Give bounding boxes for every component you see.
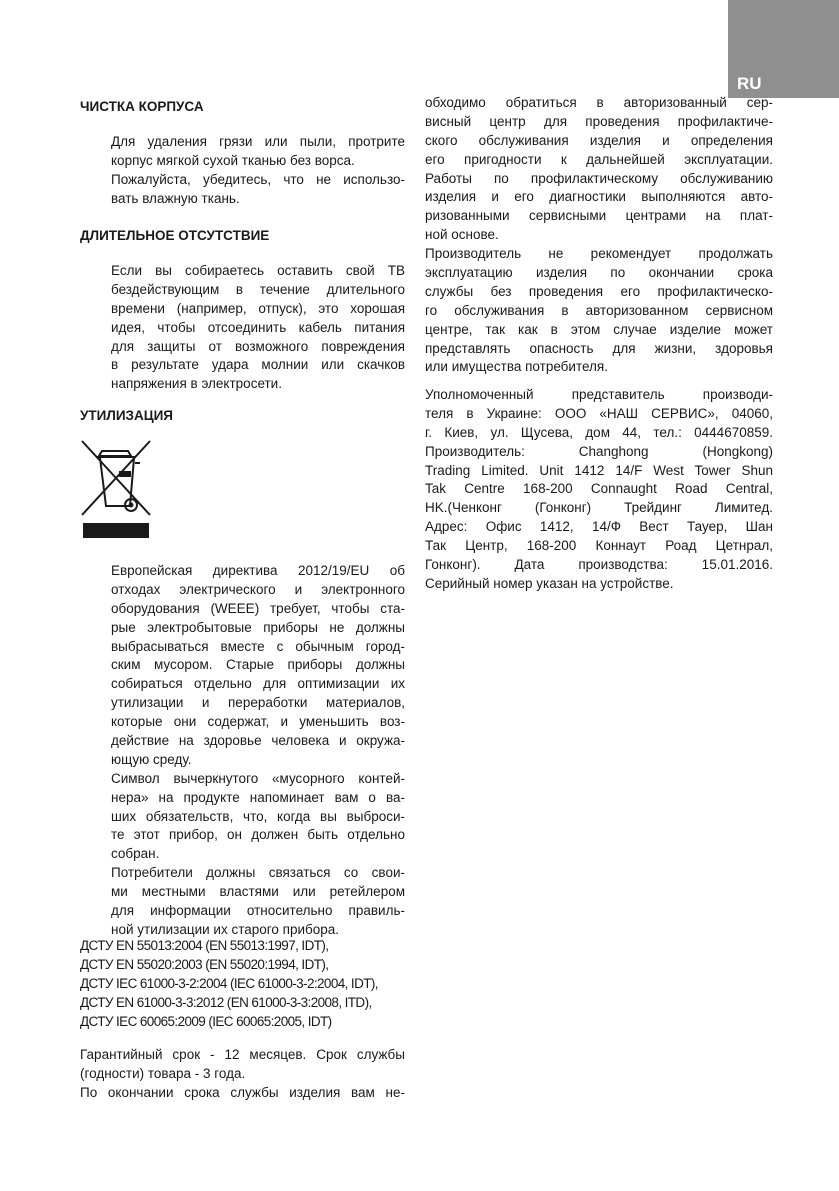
text-line: Адрес: Офис 1412, 14/Ф Вест Тауер, Шан <box>425 519 773 535</box>
text-line: напряжения в электросети. <box>111 376 282 392</box>
service-text <box>425 94 773 377</box>
text-line: ДСТУ EN 55020:2003 (EN 55020:1994, IDT), <box>80 956 329 972</box>
text-line: центре, так как в этом случае изделие может <box>425 321 773 337</box>
text-line: Производитель не рекомендует продолжать <box>425 246 773 262</box>
text-line: Серийный номер указан на устройстве. <box>425 575 674 591</box>
text-line: Производитель: Changhong (Hongkong) <box>425 443 773 459</box>
text-line: вать влажную ткань. <box>111 190 240 206</box>
warranty-text <box>80 1046 405 1103</box>
text-line: его пригодности к дальнейшей эксплуатации. <box>425 151 773 167</box>
text-line: отходах электрического и электронного <box>111 581 405 597</box>
text-line: По окончании срока службы изделия вам не- <box>80 1084 405 1100</box>
standards-list <box>80 937 410 1031</box>
text-line: оборудования (WEEE) требует, чтобы ста- <box>111 600 405 616</box>
text-line: для защиты от возможного повреждения <box>111 338 405 354</box>
text-line: (годности) товара - 3 года. <box>80 1065 246 1081</box>
text-line: г. Киев, ул. Щусева, дом 44, тел.: 0444670859. <box>425 424 773 440</box>
text-line: Гарантийный срок - 12 месяцев. Срок службы <box>80 1047 405 1062</box>
text-line: теля в Украине: ООО «НАШ СЕРВИС», 04060, <box>425 405 773 421</box>
text-line: которые они содержат, и уменьшить воз- <box>111 714 405 730</box>
text-line: представлять опасность для жизни, здоровья <box>425 340 773 356</box>
text-line: Европейская директива 2012/19/EU об <box>111 563 405 578</box>
text-line: изделия и его диагностики выполняются авто- <box>425 189 773 205</box>
text-line: бездействующим в течение длительного <box>111 281 405 297</box>
text-line: Работы по профилактическому обслуживанию <box>425 170 773 186</box>
heading-cleaning: ЧИСТКА КОРПУСА <box>80 99 204 114</box>
weee-crossed-bin-icon <box>80 438 152 538</box>
text-line: службы без проведения его профилактическо- <box>425 283 773 299</box>
text-line: Если вы собираетесь оставить свой ТВ <box>111 263 405 278</box>
absence-text <box>111 262 405 394</box>
text-line: Для удаления грязи или пыли, протрите <box>111 134 405 149</box>
text-line: Потребители должны связаться со свои- <box>111 865 405 881</box>
text-line: идея, чтобы отсоединить кабель питания <box>111 319 405 335</box>
heading-disposal: УТИЛИЗАЦИЯ <box>80 408 173 423</box>
text-line: ной основе. <box>425 227 499 243</box>
text-line: ризованными сервисными центрами на плат- <box>425 208 773 224</box>
text-line: Пожалуйста, убедитесь, что не использо- <box>111 171 405 187</box>
heading-absence: ДЛИТЕЛЬНОЕ ОТСУТСТВИЕ <box>80 228 270 243</box>
text-line: ми местными властями или ретейлером <box>111 884 405 900</box>
text-line: ского обслуживания изделия и определения <box>425 132 773 148</box>
text-line: го обслуживания в авторизованном сервисном <box>425 302 773 318</box>
text-line: времени (например, отпуск), это хорошая <box>111 300 405 316</box>
representative-text <box>425 386 773 594</box>
text-line: в результате удара молнии или скачков <box>111 357 405 373</box>
text-line: для информации относительно правиль- <box>111 903 405 919</box>
cleaning-text <box>111 133 405 209</box>
text-line: эксплуатацию изделия по окончании срока <box>425 265 773 281</box>
text-line: те этот прибор, он должен быть отдельно <box>111 827 405 843</box>
text-line: ским мусором. Старые приборы должны <box>111 657 405 673</box>
text-line: нера» на продукте напоминает вам о ва- <box>111 789 405 805</box>
text-line: собран. <box>111 846 160 862</box>
text-line: ющую среду. <box>111 751 192 767</box>
language-tab <box>728 0 839 98</box>
text-line: HK.(Ченконг (Гонконг) Трейдинг Лимитед. <box>425 500 773 516</box>
text-line: Trading Limited. Unit 1412 14/F West Tower Shun <box>425 462 773 478</box>
text-line: или имущества потребителя. <box>425 359 608 375</box>
text-line: Гонконг). Дата производства: 15.01.2016. <box>425 557 773 573</box>
text-line: рые электробытовые приборы не должны <box>111 619 405 635</box>
text-line: Символ вычеркнутого «мусорного контей- <box>111 770 405 786</box>
disposal-text <box>111 562 405 940</box>
text-line: ДСТУ EN 55013:2004 (EN 55013:1997, IDT), <box>80 938 329 953</box>
text-line: обходимо обратиться в авторизованный сер- <box>425 95 773 110</box>
text-line: Tak Centre 168-200 Connaught Road Central, <box>425 481 773 497</box>
text-line: корпус мягкой сухой тканью без ворса. <box>111 152 355 168</box>
text-line: собираться отдельно для оптимизации их <box>111 676 405 692</box>
text-line: утилизации и переработки материалов, <box>111 695 405 711</box>
text-line: Так Центр, 168-200 Коннаут Роад Цетнрал, <box>425 538 773 554</box>
text-line: ших обязательств, что, когда вы выброси- <box>111 808 405 824</box>
text-line: ной утилизации их старого прибора. <box>111 921 340 937</box>
text-line: Уполномоченный представитель производи- <box>425 387 773 402</box>
text-line: ДСТУ EN 61000-3-3:2012 (EN 61000-3-3:2008, ITD), <box>80 994 372 1010</box>
text-line: ДСТУ IEC 61000-3-2:2004 (IEC 61000-3-2:2004, IDT), <box>80 975 378 991</box>
text-line: действие на здоровье человека и окружа- <box>111 733 405 749</box>
text-line: ДСТУ IEC 60065:2009 (IEC 60065:2005, IDT) <box>80 1013 332 1029</box>
language-label: RU <box>737 74 762 93</box>
text-line: висный центр для проведения профилактиче- <box>425 113 773 129</box>
text-line: выбрасываться вместе с обычным город- <box>111 638 405 654</box>
